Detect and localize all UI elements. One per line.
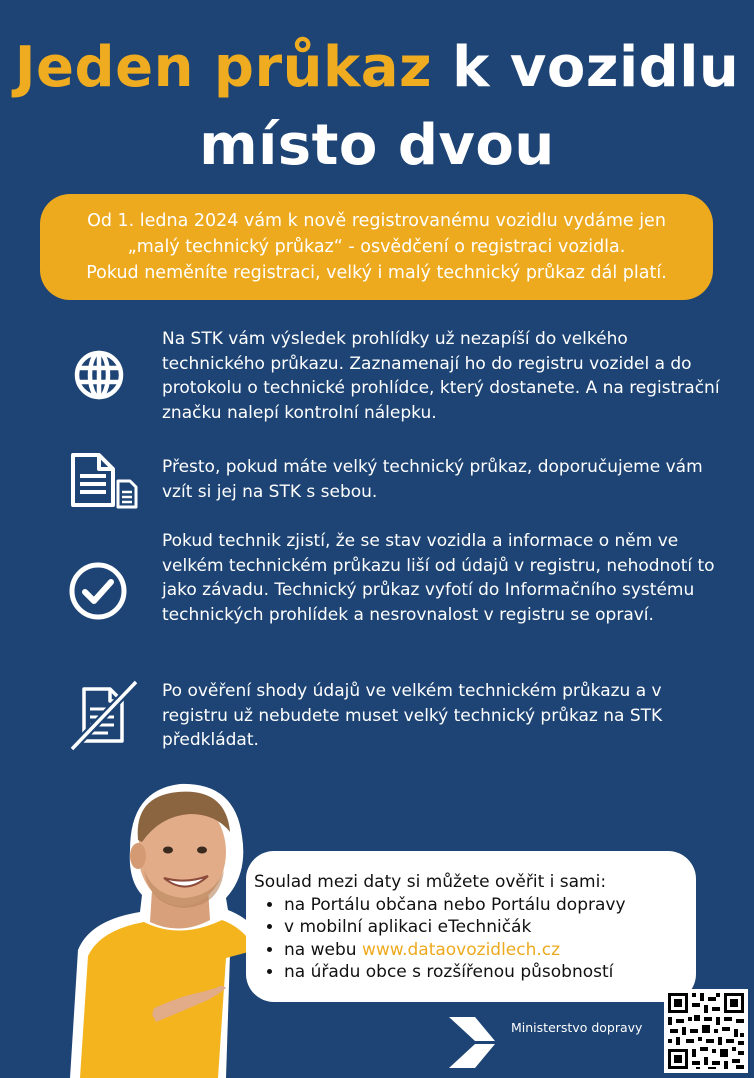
list-item: • na úřadu obce s rozšířenou působností	[284, 961, 696, 984]
list-item: • v mobilní aplikaci eTechničák	[284, 916, 696, 939]
dataovozidlech-link[interactable]: www.dataovozidlech.cz	[361, 939, 561, 960]
ministry-logo-icon	[447, 1015, 499, 1070]
web-prefix: na webu	[284, 939, 362, 960]
documents-icon	[69, 451, 139, 509]
headline-accent: Jeden průkaz	[14, 35, 433, 100]
intro-line: „malý technický průkaz“ - osvědčení o registraci vozidla.	[127, 237, 626, 257]
ministry-name: Ministerstvo dopravy	[511, 1020, 643, 1035]
headline-line-2: místo dvou	[199, 113, 555, 178]
headline-line-1	[0, 35, 754, 100]
bubble-list	[254, 894, 696, 984]
intro-line: Pokud neměníte registraci, velký i malý technický průkaz dál platí.	[86, 263, 667, 283]
globe-icon	[73, 349, 125, 401]
info-text-recommendation: Přesto, pokud máte velký technický průkaz, doporučujeme vám vzít si jej na STK s sebou.	[162, 457, 703, 502]
check-circle-icon	[68, 561, 128, 621]
intro-line: Od 1. ledna 2024 vám k nově registrovanému vozidlu vydáme jen	[87, 211, 666, 231]
list-item	[284, 939, 696, 962]
info-text-stk-result: Na STK vám výsledek prohlídky už nezapíší do velkého technického průkazu. Zaznamenají ho do registru vozidel a do protokolu o technické prohlídce, který dostanete. A na registrační značku nalepí kontrolní nálepku.	[162, 329, 720, 423]
qr-code[interactable]	[664, 989, 748, 1073]
intro-banner	[40, 194, 713, 300]
self-check-bubble	[246, 851, 696, 1002]
headline-rest: k vozidlu	[452, 35, 740, 100]
info-text-discrepancy: Pokud technik zjistí, že se stav vozidla a informace o něm ve velkém technickém průkazu liší od údajů v registru, nehodnotí to jako závadu. Technický průkaz vyfotí do Informačního systému technických prohlídek a nesrovnalost v registru se opraví.	[162, 531, 715, 625]
list-item: • na Portálu občana nebo Portálu dopravy	[284, 894, 696, 917]
info-text-verification: Po ověření shody údajů ve velkém technickém průkazu a v registru už nebudete muset velký technický průkaz na STK předkládat.	[162, 681, 663, 750]
no-document-icon	[68, 679, 140, 751]
bubble-title: Soulad mezi daty si můžete ověřit i sami:	[254, 872, 607, 892]
